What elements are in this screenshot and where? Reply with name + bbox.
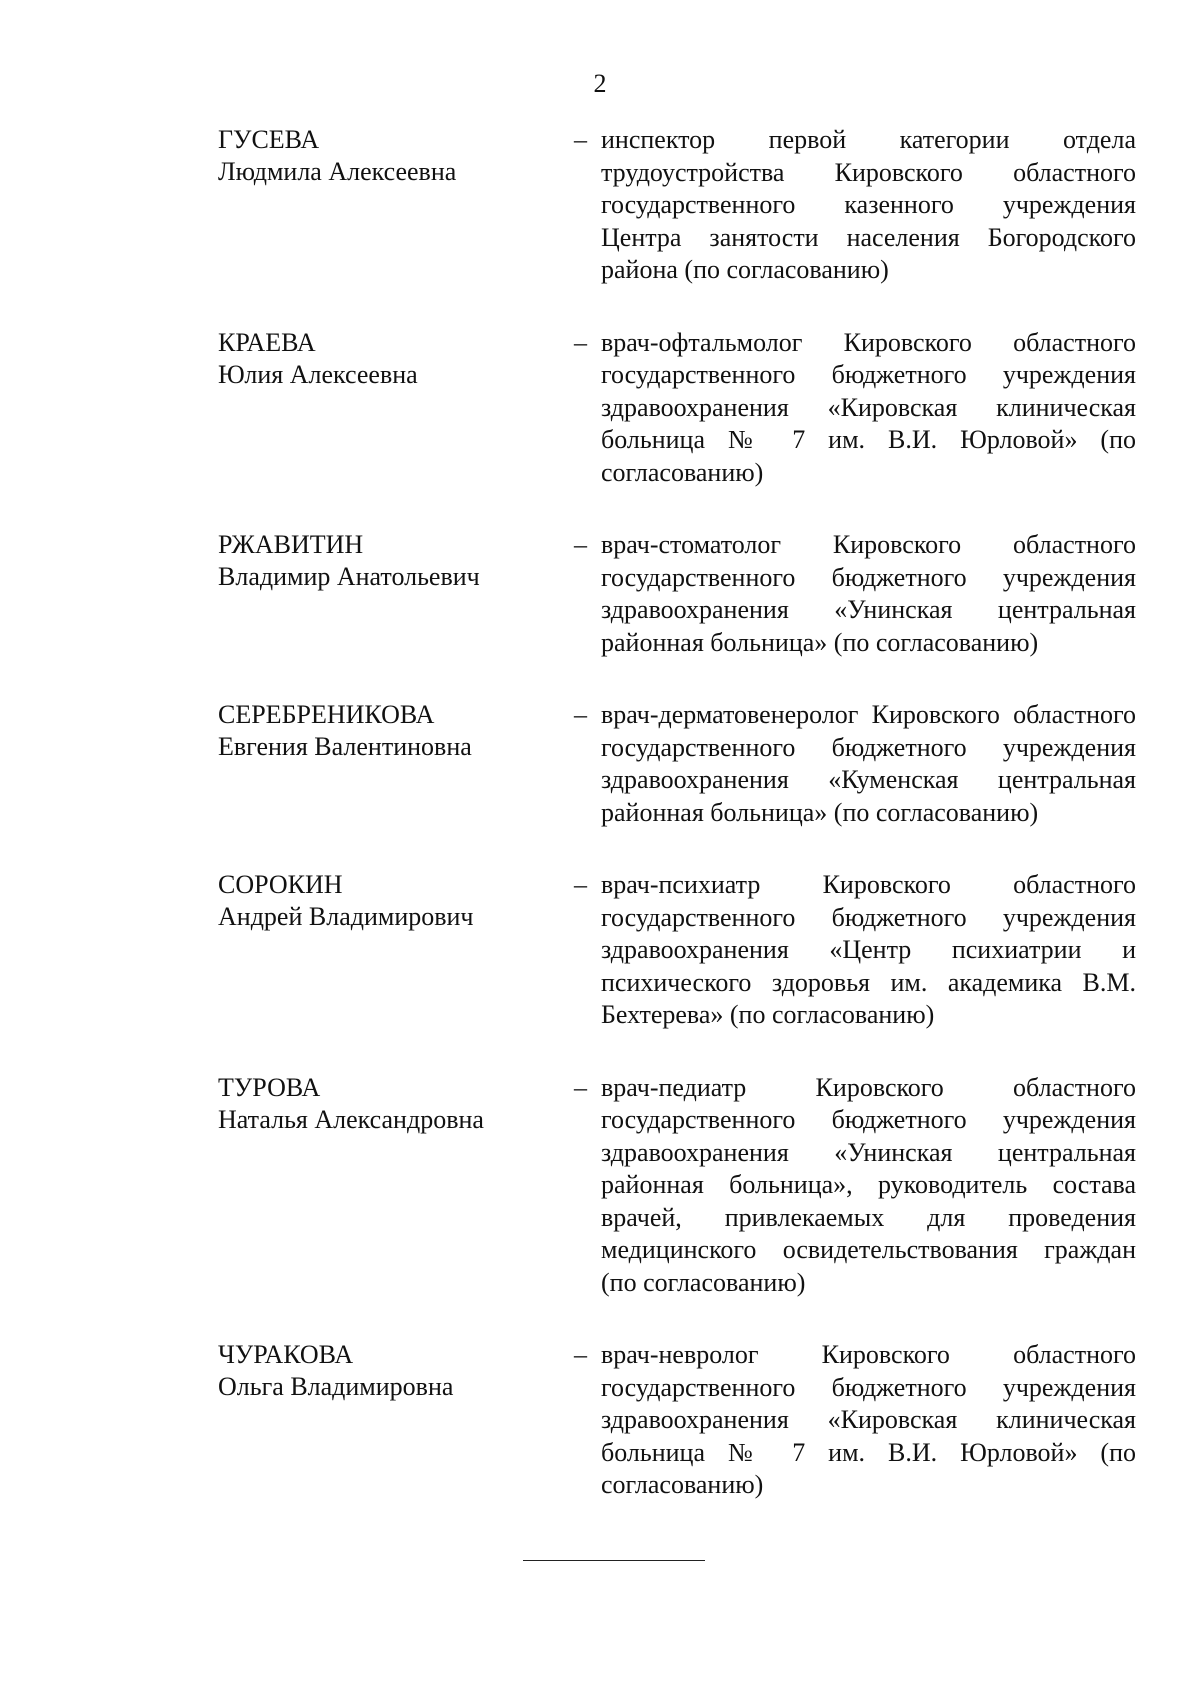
- member-name: [218, 1072, 568, 1136]
- member-position: врач-стоматолог Кировского областного государственного бюджетного учреждения здравоохранения «Унинская центральная районная больница» (по согласованию): [601, 530, 1136, 657]
- commission-member-list: [218, 124, 1136, 1542]
- entry-dash: –: [574, 1340, 587, 1369]
- entry-dash: –: [574, 870, 587, 899]
- member-position: врач-психиатр Кировского областного государственного бюджетного учреждения здравоохранения «Центр психиатрии и психического здоровья им. академика В.М. Бехтерева» (по согласованию): [601, 870, 1136, 1029]
- member-entry-churakova: [218, 1339, 1136, 1502]
- member-entry-serebrenikova: [218, 699, 1136, 829]
- member-surname: КРАЕВА: [218, 327, 316, 357]
- member-surname: РЖАВИТИН: [218, 530, 364, 559]
- member-surname: ЧУРАКОВА: [218, 1340, 354, 1369]
- closing-rule: [523, 1560, 705, 1561]
- member-given-names: Наталья Александровна: [218, 1104, 484, 1134]
- member-name: [218, 1339, 568, 1403]
- member-entry-guseva: [218, 124, 1136, 287]
- member-name: [218, 327, 568, 391]
- member-entry-kraeva: [218, 327, 1136, 490]
- member-surname: ГУСЕВА: [218, 125, 320, 154]
- member-position: врач-дерматовенеролог Кировского областного государственного бюджетного учреждения здравоохранения «Куменская центральная районная больница» (по согласованию): [601, 700, 1136, 827]
- page-number: 2: [593, 69, 607, 98]
- entry-dash: –: [574, 1072, 587, 1102]
- member-surname: СЕРЕБРЕНИКОВА: [218, 700, 435, 729]
- member-given-names: Андрей Владимирович: [218, 902, 474, 931]
- entry-dash: –: [574, 700, 587, 729]
- member-name: [218, 529, 568, 593]
- member-given-names: Ольга Владимировна: [218, 1372, 454, 1401]
- entry-dash: –: [574, 125, 587, 154]
- member-entry-sorokin: [218, 869, 1136, 1032]
- member-position: врач-невролог Кировского областного государственного бюджетного учреждения здравоохранения «Кировская клиническая больница № 7 им. В.И. Юрловой» (по согласованию): [601, 1340, 1136, 1499]
- member-name: [218, 124, 568, 188]
- member-entry-rzhavitin: [218, 529, 1136, 659]
- entry-dash: –: [574, 530, 587, 559]
- member-given-names: Владимир Анатольевич: [218, 562, 480, 591]
- member-entry-turova: [218, 1072, 1136, 1300]
- member-surname: СОРОКИН: [218, 870, 343, 899]
- member-surname: ТУРОВА: [218, 1072, 321, 1102]
- member-given-names: Юлия Алексеевна: [218, 359, 418, 389]
- member-position: инспектор первой категории отдела трудоустройства Кировского областного государственного казенного учреждения Центра занятости населения Богородского района (по согласованию): [601, 125, 1136, 284]
- member-name: [218, 699, 568, 763]
- member-given-names: Людмила Алексеевна: [218, 157, 457, 186]
- member-given-names: Евгения Валентиновна: [218, 732, 472, 761]
- member-position: врач-офтальмолог Кировского областного государственного бюджетного учреждения здравоохранения «Кировская клиническая больница № 7 им. В.И. Юрловой» (по согласованию): [601, 327, 1136, 487]
- entry-dash: –: [574, 327, 587, 357]
- member-name: [218, 869, 568, 933]
- member-position: врач-педиатр Кировского областного государственного бюджетного учреждения здравоохранения «Унинская центральная районная больница», руководитель состава врачей, привлекаемых для проведения медицинского освидетельствования граждан (по согласованию): [601, 1072, 1136, 1297]
